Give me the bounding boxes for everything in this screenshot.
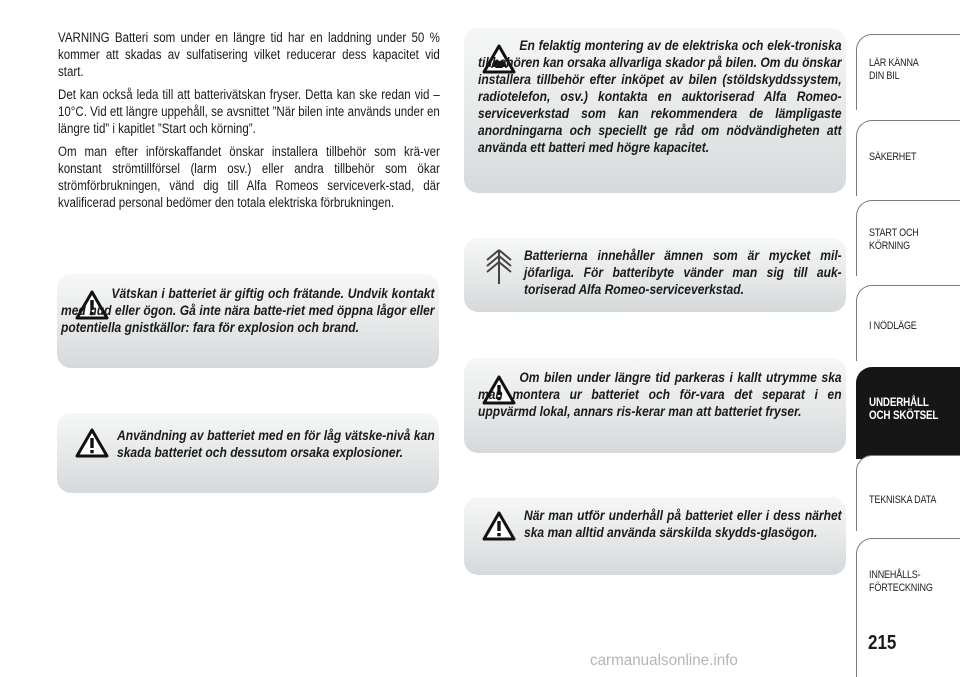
warning-text: En felaktig montering av de elektriska och elek-troniska tillbehören kan orsaka allvarliga skador på bilen. Om du önskar installera tillbehör efter inköpet av bilen (stöldskyddssystem, radiotelefon, osv.) kontakta en auktoriserad Alfa Romeo-serviceverkstad som kan rekommendera de lämpligaste anordningarna och speciellt ge råd om nödvändigheten att använda ett batteri med högre kapacitet. [478,38,842,155]
warning-box-toxic-fluid [57,274,439,368]
page-number: 215 [868,632,897,654]
warning-box-low-fluid [57,413,439,493]
warning-box-accessories [464,28,846,193]
tab-start-och-korning[interactable]: START OCH KÖRNING [856,200,960,276]
warning-text: När man utför underhåll på batteriet eller i dess närhet ska man alltid använda särskilda skydds-glasögon. [524,508,842,540]
warning-text: Användning av batteriet med en för låg vätske-nivå kan skada batteriet och dessutom orsaka explosioner. [117,428,435,460]
tab-innehallsforteckning[interactable]: INNEHÅLLS- FÖRTECKNING [856,538,960,677]
chapter-tabs [856,0,960,677]
tab-underhall-och-skotsel[interactable]: UNDERHÅLL OCH SKÖTSEL [856,367,960,459]
tab-lar-kanna-din-bil[interactable]: LÄR KÄNNA DIN BIL [856,34,960,110]
tab-tekniska-data[interactable]: TEKNISKA DATA [856,455,960,531]
warning-box-environment [464,238,846,312]
warning-box-safety-glasses [464,497,846,575]
warning-triangle-icon [482,511,516,541]
watermark: carmanualsonline.info [590,652,738,669]
environment-icon [482,246,516,286]
tab-sakerhet[interactable]: SÄKERHET [856,120,960,196]
warning-box-cold-storage [464,358,846,453]
body-paragraph-1: VARNING Batteri som under en längre tid har en laddning under 50 % kommer att skadas av sulfatisering vilket reducerar dess kapacitet vid start. [58,30,440,79]
body-paragraph-2: Det kan också leda till att batterivätskan fryser. Detta kan ske redan vid –10°C. Vid ett längre uppehåll, se avsnittet ”När bilen inte används under en längre tid” i kapitlet ”Start och körning”. [58,87,440,136]
warning-text: Batterierna innehåller ämnen som är mycket mil-jöfarliga. För batteribyte vänder man sig till auk-toriserad Alfa Romeo-serviceverkstad. [524,248,842,297]
warning-text: Om bilen under längre tid parkeras i kallt utrymme ska man montera ur batteriet och för-vara det separat i en uppvärmd lokal, annars ris-kerar man att batteriet fryser. [478,370,842,419]
warning-text: Vätskan i batteriet är giftig och frätande. Undvik kontakt med hud eller ögon. Gå inte nära batte-riet med öppna lågor eller potentiella gnistkällor: fara för explosion och brand. [61,286,435,335]
body-text [58,29,440,217]
tab-i-nodlage[interactable]: I NÖDLÄGE [856,285,960,361]
body-paragraph-3: Om man efter införskaffandet önskar installera tillbehör som krä-ver konstant strömtillförsel (larm osv.) eller andra tillbehör som ökar strömförbrukningen, vänd dig till Alfa Romeos serviceverk-stad, där kvalificerad personal bedömer den totala elektriska förbrukningen. [58,144,440,210]
warning-triangle-icon [75,428,109,458]
